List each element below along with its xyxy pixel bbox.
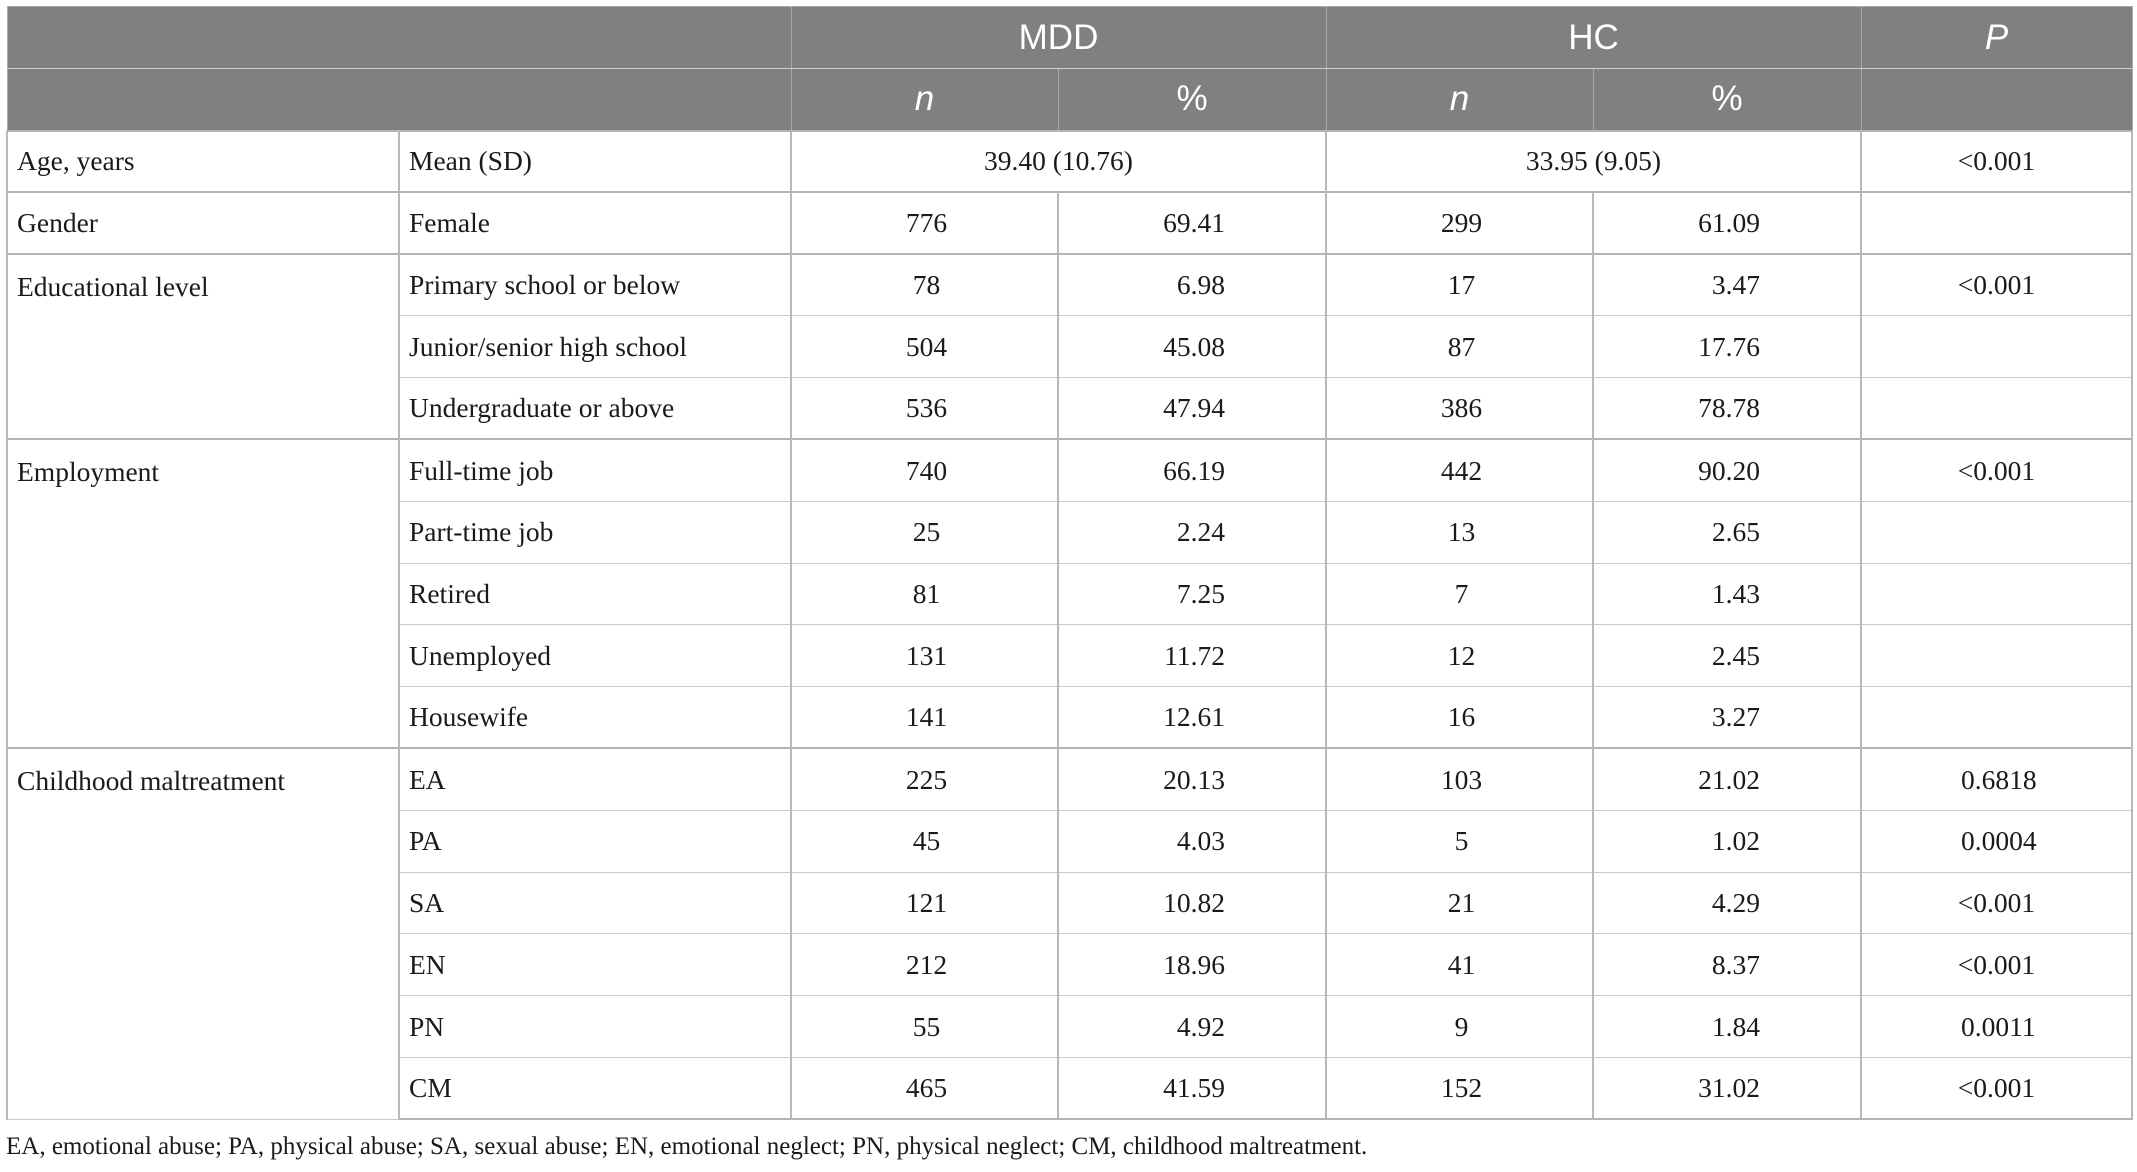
demographics-table-wrapper [6, 6, 2131, 1120]
header-blank [7, 7, 791, 69]
subcategory-cell: Female [399, 192, 791, 254]
hc-pct-cell: 21.02 [1593, 748, 1861, 810]
header-hc-n: n [1326, 69, 1593, 131]
mdd-pct-cell: 2.24 [1058, 501, 1326, 563]
hc-n-cell: 17 [1326, 254, 1593, 316]
hc-pct-cell: 8.37 [1593, 934, 1861, 996]
mdd-n-cell: 25 [791, 501, 1058, 563]
p-value-cell [1861, 192, 2132, 254]
mdd-n-cell: 776 [791, 192, 1058, 254]
p-value-cell: <0.001 [1861, 131, 2132, 193]
hc-n-cell: 5 [1326, 810, 1593, 872]
table-footnote: EA, emotional abuse; PA, physical abuse; SA, sexual abuse; EN, emotional neglect; PN, physical neglect; CM, childhood maltreatment. [6, 1133, 1368, 1160]
mdd-pct-cell: 7.25 [1058, 563, 1326, 625]
p-value-cell: <0.001 [1861, 439, 2132, 501]
category-cell: Educational level [7, 254, 399, 439]
mdd-pct-cell: 4.03 [1058, 810, 1326, 872]
header-blank-sub [7, 69, 791, 131]
hc-pct-cell: 1.84 [1593, 996, 1861, 1058]
mdd-n-cell: 141 [791, 687, 1058, 749]
p-value-cell: 0.0004 [1861, 810, 2132, 872]
hc-pct-cell: 17.76 [1593, 316, 1861, 378]
mdd-n-cell: 465 [791, 1057, 1058, 1119]
mdd-n-cell: 225 [791, 748, 1058, 810]
hc-n-cell: 21 [1326, 872, 1593, 934]
p-value-cell: 0.0011 [1861, 996, 2132, 1058]
mdd-n-cell: 81 [791, 563, 1058, 625]
subcategory-cell: CM [399, 1057, 791, 1119]
subcategory-cell: PN [399, 996, 791, 1058]
mdd-n-cell: 78 [791, 254, 1058, 316]
p-value-cell [1861, 378, 2132, 440]
header-p: P [1861, 7, 2132, 69]
category-cell: Age, years [7, 131, 399, 193]
subcategory-cell: Full-time job [399, 439, 791, 501]
subcategory-cell: EN [399, 934, 791, 996]
hc-pct-cell: 4.29 [1593, 872, 1861, 934]
subcategory-cell: PA [399, 810, 791, 872]
mdd-n-cell: 45 [791, 810, 1058, 872]
header-mdd: MDD [791, 7, 1326, 69]
mdd-n-cell: 131 [791, 625, 1058, 687]
header-row-groups [7, 7, 2132, 69]
subcategory-cell: Retired [399, 563, 791, 625]
hc-pct-cell: 2.65 [1593, 501, 1861, 563]
table-row [7, 254, 2132, 316]
hc-pct-cell: 3.47 [1593, 254, 1861, 316]
mdd-pct-cell: 11.72 [1058, 625, 1326, 687]
hc-n-cell: 103 [1326, 748, 1593, 810]
table-header [7, 7, 2132, 131]
mdd-pct-cell: 47.94 [1058, 378, 1326, 440]
subcategory-cell: Housewife [399, 687, 791, 749]
mdd-pct-cell: 41.59 [1058, 1057, 1326, 1119]
p-value-cell [1861, 625, 2132, 687]
mdd-pct-cell: 12.61 [1058, 687, 1326, 749]
hc-n-cell: 87 [1326, 316, 1593, 378]
hc-pct-cell: 61.09 [1593, 192, 1861, 254]
mdd-n-cell: 121 [791, 872, 1058, 934]
hc-n-cell: 41 [1326, 934, 1593, 996]
p-value-cell: <0.001 [1861, 934, 2132, 996]
header-hc-pct: % [1593, 69, 1861, 131]
mdd-n-cell: 55 [791, 996, 1058, 1058]
p-value-cell: <0.001 [1861, 254, 2132, 316]
demographics-table [6, 6, 2133, 1120]
header-mdd-n: n [791, 69, 1058, 131]
hc-n-cell: 9 [1326, 996, 1593, 1058]
p-value-cell [1861, 501, 2132, 563]
hc-pct-cell: 90.20 [1593, 439, 1861, 501]
header-row-sub [7, 69, 2132, 131]
subcategory-cell: Primary school or below [399, 254, 791, 316]
subcategory-cell: Junior/senior high school [399, 316, 791, 378]
category-cell: Employment [7, 439, 399, 748]
subcategory-cell: Unemployed [399, 625, 791, 687]
p-value-cell [1861, 687, 2132, 749]
hc-n-cell: 442 [1326, 439, 1593, 501]
p-value-cell [1861, 316, 2132, 378]
p-value-cell: 0.6818 [1861, 748, 2132, 810]
header-p-blank [1861, 69, 2132, 131]
mdd-pct-cell: 6.98 [1058, 254, 1326, 316]
mdd-n-cell: 212 [791, 934, 1058, 996]
subcategory-cell: EA [399, 748, 791, 810]
subcategory-cell: Undergraduate or above [399, 378, 791, 440]
p-value-cell: <0.001 [1861, 1057, 2132, 1119]
table-body [7, 131, 2132, 1120]
mdd-pct-cell: 10.82 [1058, 872, 1326, 934]
mdd-pct-cell: 69.41 [1058, 192, 1326, 254]
mdd-n-cell: 536 [791, 378, 1058, 440]
hc-pct-cell: 78.78 [1593, 378, 1861, 440]
hc-n-cell: 386 [1326, 378, 1593, 440]
hc-pct-cell: 1.43 [1593, 563, 1861, 625]
table-row-gender [7, 192, 2132, 254]
hc-n-cell: 152 [1326, 1057, 1593, 1119]
subcategory-cell: Part-time job [399, 501, 791, 563]
hc-n-cell: 16 [1326, 687, 1593, 749]
mdd-n-cell: 504 [791, 316, 1058, 378]
table-row-age [7, 131, 2132, 193]
hc-pct-cell: 31.02 [1593, 1057, 1861, 1119]
hc-n-cell: 299 [1326, 192, 1593, 254]
hc-n-cell: 7 [1326, 563, 1593, 625]
category-cell: Gender [7, 192, 399, 254]
table-row [7, 439, 2132, 501]
header-mdd-pct: % [1058, 69, 1326, 131]
hc-mean-cell: 33.95 (9.05) [1326, 131, 1861, 193]
p-value-cell [1861, 563, 2132, 625]
header-hc: HC [1326, 7, 1861, 69]
table-row [7, 748, 2132, 810]
category-cell: Childhood maltreatment [7, 748, 399, 1119]
mdd-pct-cell: 4.92 [1058, 996, 1326, 1058]
hc-pct-cell: 1.02 [1593, 810, 1861, 872]
mdd-mean-cell: 39.40 (10.76) [791, 131, 1326, 193]
subcategory-cell: SA [399, 872, 791, 934]
mdd-pct-cell: 18.96 [1058, 934, 1326, 996]
mdd-pct-cell: 20.13 [1058, 748, 1326, 810]
hc-pct-cell: 3.27 [1593, 687, 1861, 749]
hc-pct-cell: 2.45 [1593, 625, 1861, 687]
hc-n-cell: 13 [1326, 501, 1593, 563]
hc-n-cell: 12 [1326, 625, 1593, 687]
p-value-cell: <0.001 [1861, 872, 2132, 934]
mdd-pct-cell: 45.08 [1058, 316, 1326, 378]
subcategory-cell: Mean (SD) [399, 131, 791, 193]
mdd-n-cell: 740 [791, 439, 1058, 501]
mdd-pct-cell: 66.19 [1058, 439, 1326, 501]
